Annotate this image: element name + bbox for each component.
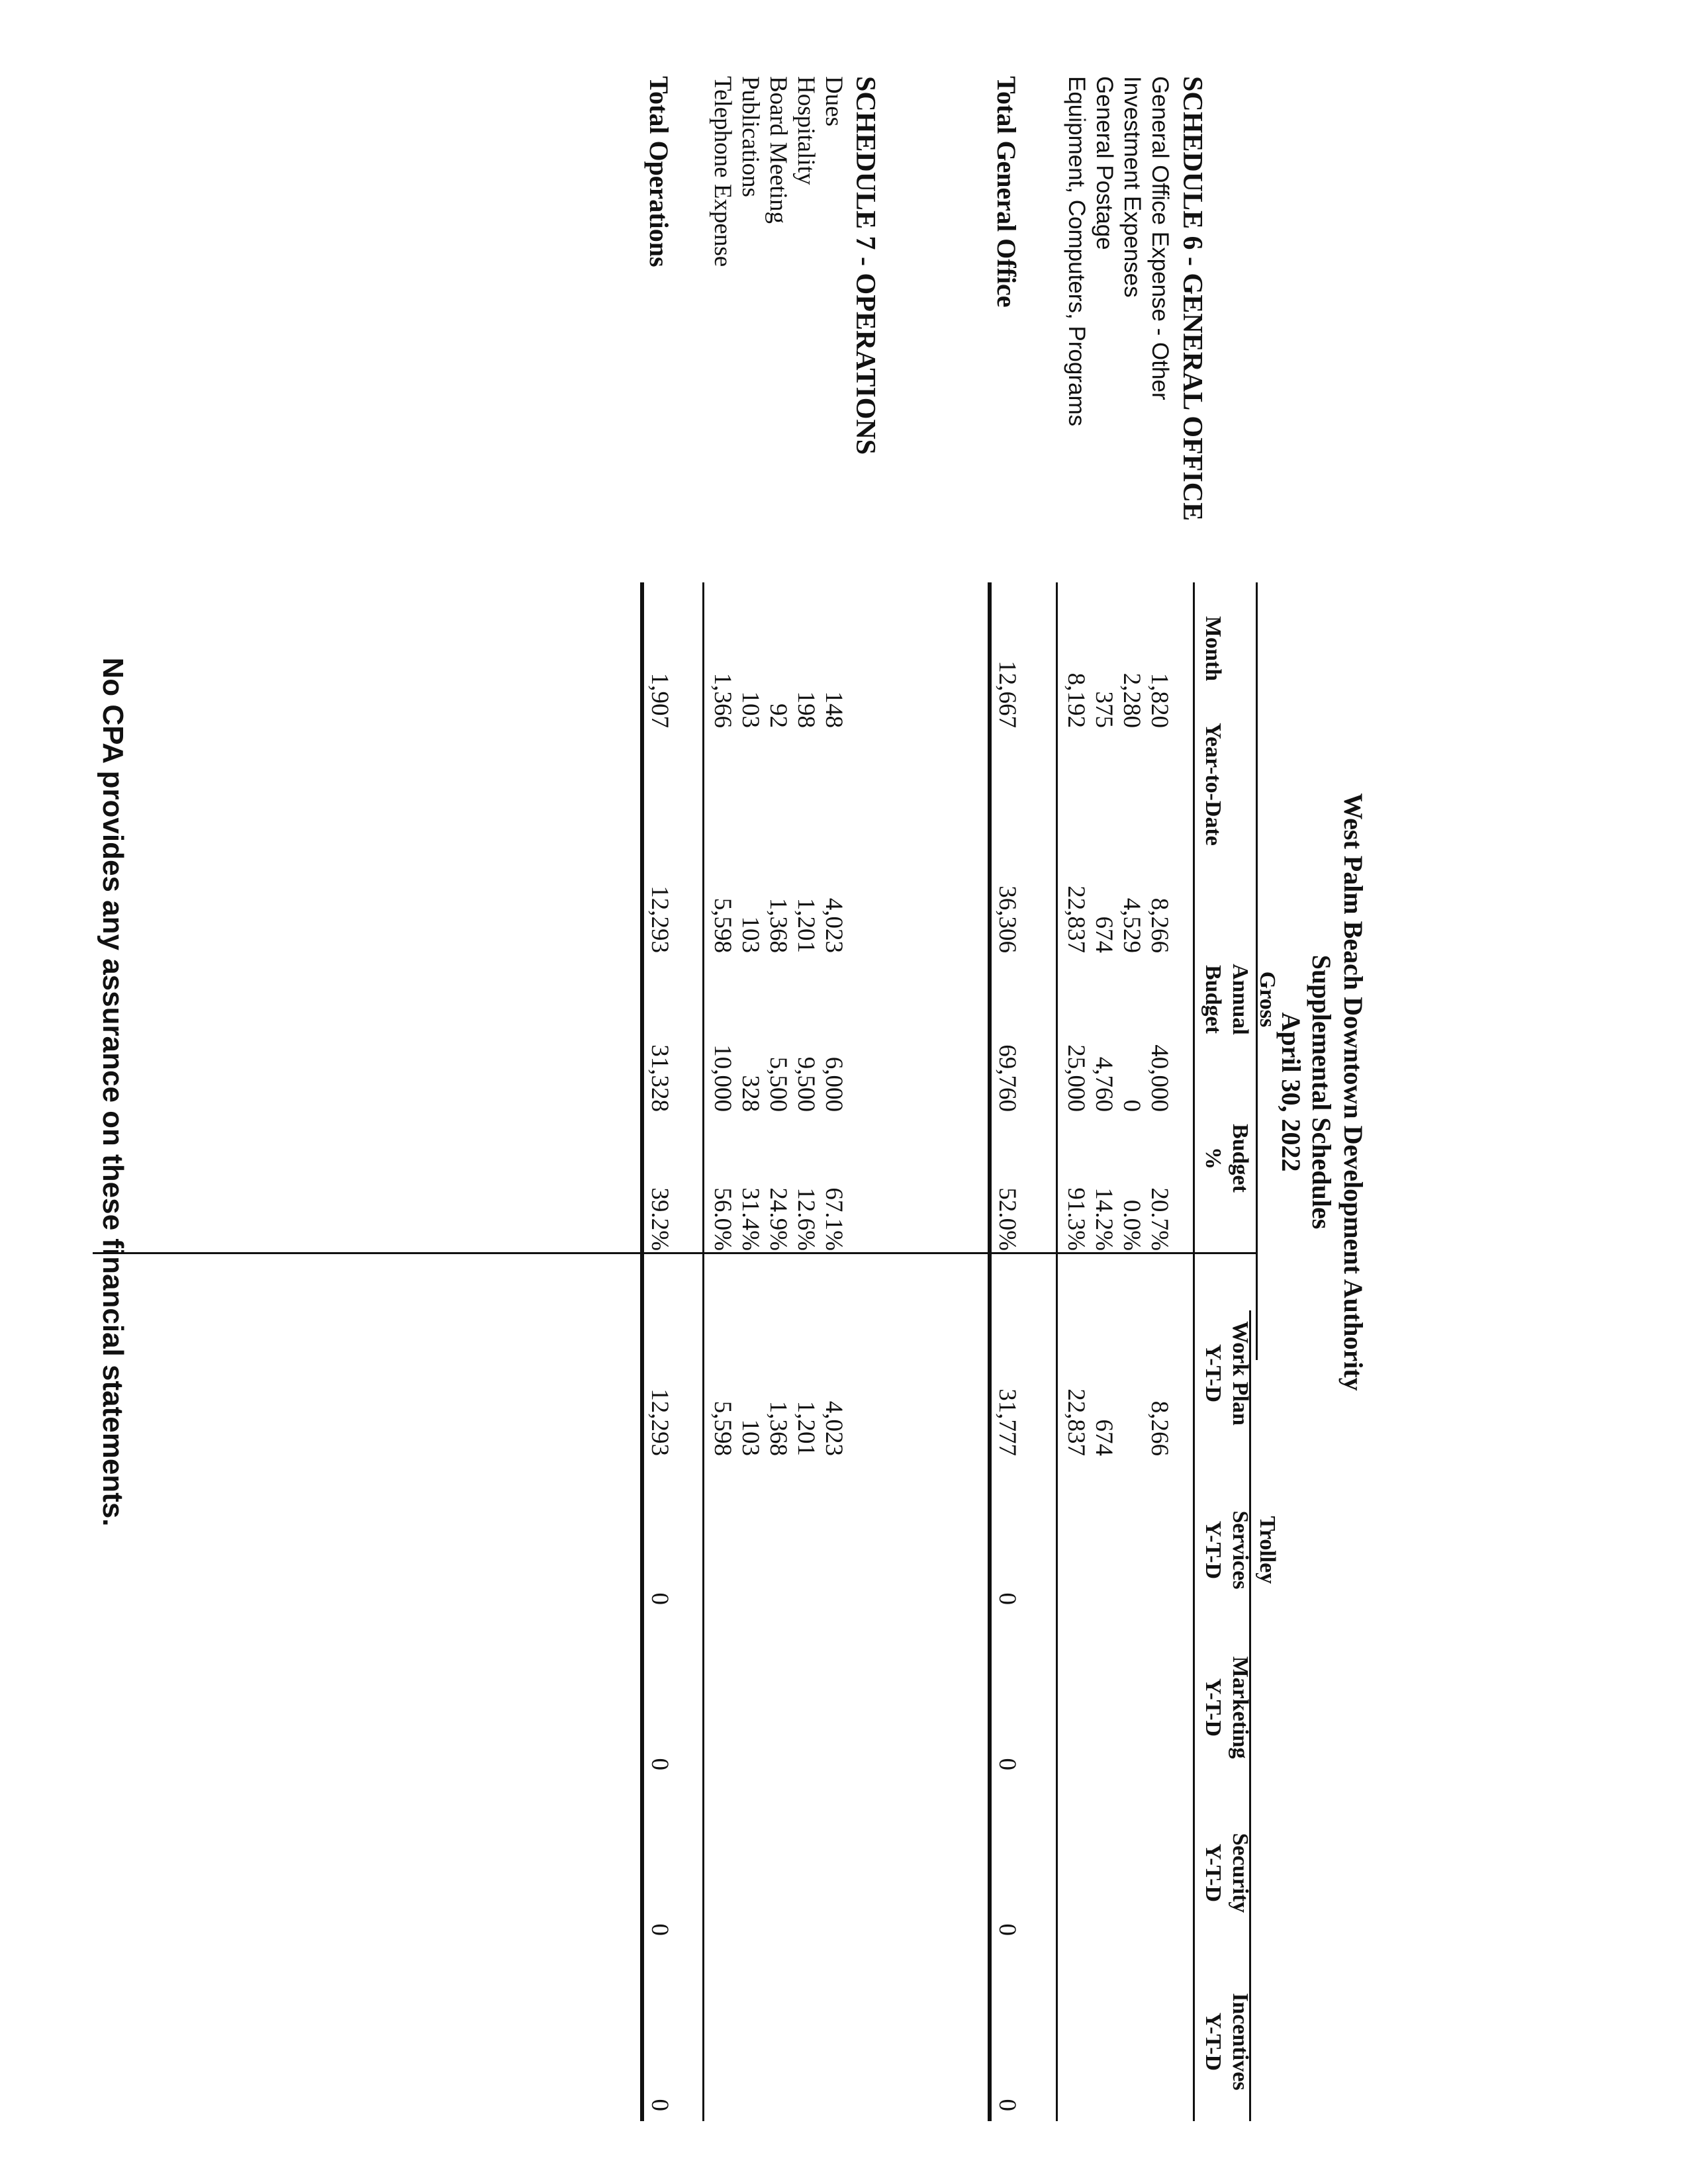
total-incentives: 0: [994, 2099, 1021, 2111]
row-label: Dues: [820, 76, 847, 127]
cell-pct: 31.4%: [737, 1187, 764, 1251]
cell-pct: 0.0%: [1118, 1199, 1145, 1251]
cell-ytd: 4,529: [1118, 897, 1145, 953]
col-header-security-line2: Y-T-D: [1201, 1843, 1225, 1903]
col-header-pct-line1: Budget: [1228, 1124, 1252, 1193]
column-header-rule: [1193, 582, 1195, 2121]
col-header-marketing-line1: Marketing: [1228, 1656, 1252, 1759]
cell-budget: 328: [737, 1075, 764, 1112]
total-label: Total General Office: [992, 76, 1021, 308]
cell-pct: 56.0%: [709, 1187, 736, 1251]
total-label: Total Operations: [644, 76, 674, 267]
cpa-disclaimer: No CPA provides any assurance on these financial statements.: [97, 657, 129, 1527]
cell-month: 92: [765, 704, 792, 728]
cell-pct: 14.2%: [1090, 1187, 1117, 1251]
cell-workplan: 5,598: [709, 1400, 736, 1456]
report-subtitle: Supplemental Schedules: [1307, 954, 1336, 1230]
total-pct: 39.2%: [646, 1187, 673, 1251]
cell-pct: 12.6%: [792, 1187, 820, 1251]
total-trolley: 0: [646, 1592, 673, 1605]
col-header-workplan-line2: Y-T-D: [1201, 1343, 1225, 1403]
total-budget: 31,328: [646, 1044, 673, 1112]
cell-pct: 20.7%: [1146, 1187, 1173, 1251]
cell-month: 1,366: [709, 672, 736, 728]
col-header-incentives-line2: Y-T-D: [1201, 2012, 1225, 2071]
row-label: Equipment, Computers, Programs: [1064, 76, 1090, 427]
cell-month: 8,192: [1062, 672, 1090, 728]
report-organization: West Palm Beach Downtown Development Authority: [1338, 793, 1368, 1391]
total-marketing: 0: [646, 1758, 673, 1770]
cell-budget: 4,760: [1090, 1056, 1117, 1112]
total-double-rule: [640, 582, 644, 2121]
total-pct: 52.0%: [994, 1187, 1021, 1251]
row-label: Publications: [737, 76, 764, 197]
cell-workplan: 22,837: [1062, 1388, 1090, 1456]
col-header-trolley-line2: Services: [1228, 1510, 1252, 1590]
total-double-rule: [988, 582, 992, 2121]
total-security: 0: [994, 1923, 1021, 1936]
col-header-ytd: Year-to-Date: [1201, 723, 1225, 846]
col-header-incentives-line1: Incentives: [1228, 1993, 1252, 2091]
cell-month: 1,820: [1146, 672, 1173, 728]
cell-workplan: 1,368: [765, 1400, 792, 1456]
column-divider: [93, 1252, 1258, 1254]
cell-budget: 40,000: [1146, 1044, 1173, 1112]
cell-budget: 9,500: [792, 1056, 820, 1112]
cell-ytd: 5,598: [709, 897, 736, 953]
total-marketing: 0: [994, 1758, 1021, 1770]
cell-ytd: 103: [737, 916, 764, 953]
row-label: Hospitality: [792, 76, 820, 185]
row-label: General Postage: [1092, 76, 1117, 250]
col-header-pct-line2: %: [1201, 1147, 1225, 1169]
cell-month: 2,280: [1118, 672, 1145, 728]
cell-month: 148: [820, 691, 847, 728]
cell-workplan: 103: [737, 1419, 764, 1456]
col-header-marketing-line2: Y-T-D: [1201, 1678, 1225, 1737]
total-month: 1,907: [646, 672, 673, 728]
schedule-7-title: SCHEDULE 7 - OPERATIONS: [850, 76, 880, 455]
cell-budget: 25,000: [1062, 1044, 1090, 1112]
cell-budget: 5,500: [765, 1056, 792, 1112]
cell-workplan: 674: [1090, 1419, 1117, 1456]
col-header-trolley-line3: Y-T-D: [1201, 1520, 1225, 1580]
subtotal-rule: [1056, 582, 1058, 2121]
cell-month: 198: [792, 691, 820, 728]
cell-pct: 91.3%: [1062, 1187, 1090, 1251]
row-label: Investment Expenses: [1119, 76, 1145, 298]
cell-workplan: 1,201: [792, 1400, 820, 1456]
cell-month: 103: [737, 691, 764, 728]
report-date: April 30, 2022: [1276, 1012, 1306, 1172]
cell-pct: 24.9%: [765, 1187, 792, 1251]
col-header-trolley-line1: Trolley: [1255, 1516, 1280, 1584]
cell-budget: 6,000: [820, 1056, 847, 1112]
total-incentives: 0: [646, 2099, 673, 2111]
cell-workplan: 8,266: [1146, 1400, 1173, 1456]
total-ytd: 36,306: [994, 886, 1021, 953]
total-ytd: 12,293: [646, 886, 673, 953]
total-workplan: 12,293: [646, 1388, 673, 1456]
schedule-6-title: SCHEDULE 6 - GENERAL OFFICE: [1177, 76, 1207, 522]
row-label: Telephone Expense: [709, 76, 736, 267]
total-security: 0: [646, 1923, 673, 1936]
cell-ytd: 8,266: [1146, 897, 1173, 953]
col-header-workplan-line1: Work Plan: [1228, 1321, 1252, 1426]
cell-ytd: 674: [1090, 916, 1117, 953]
cell-pct: 67.1%: [820, 1187, 847, 1251]
subtotal-rule: [702, 582, 704, 2121]
total-trolley: 0: [994, 1592, 1021, 1605]
cell-ytd: 4,023: [820, 897, 847, 953]
cell-ytd: 1,201: [792, 897, 820, 953]
total-month: 12,667: [994, 660, 1021, 728]
cell-month: 375: [1090, 691, 1117, 728]
total-budget: 69,760: [994, 1044, 1021, 1112]
col-header-security-line1: Security: [1228, 1833, 1252, 1913]
cell-budget: 0: [1118, 1099, 1145, 1112]
cell-budget: 10,000: [709, 1044, 736, 1112]
col-header-budget-line3: Budget: [1201, 965, 1225, 1034]
cell-ytd: 1,368: [765, 897, 792, 953]
total-workplan: 31,777: [994, 1388, 1021, 1456]
row-label: General Office Expense - Other: [1147, 76, 1173, 400]
col-header-budget-line2: Annual: [1228, 964, 1252, 1035]
col-header-budget-line1: Gross: [1255, 971, 1280, 1028]
col-header-month: Month: [1201, 615, 1225, 682]
cell-ytd: 22,837: [1062, 886, 1090, 953]
cell-workplan: 4,023: [820, 1400, 847, 1456]
row-label: Board Meeting: [765, 76, 792, 224]
